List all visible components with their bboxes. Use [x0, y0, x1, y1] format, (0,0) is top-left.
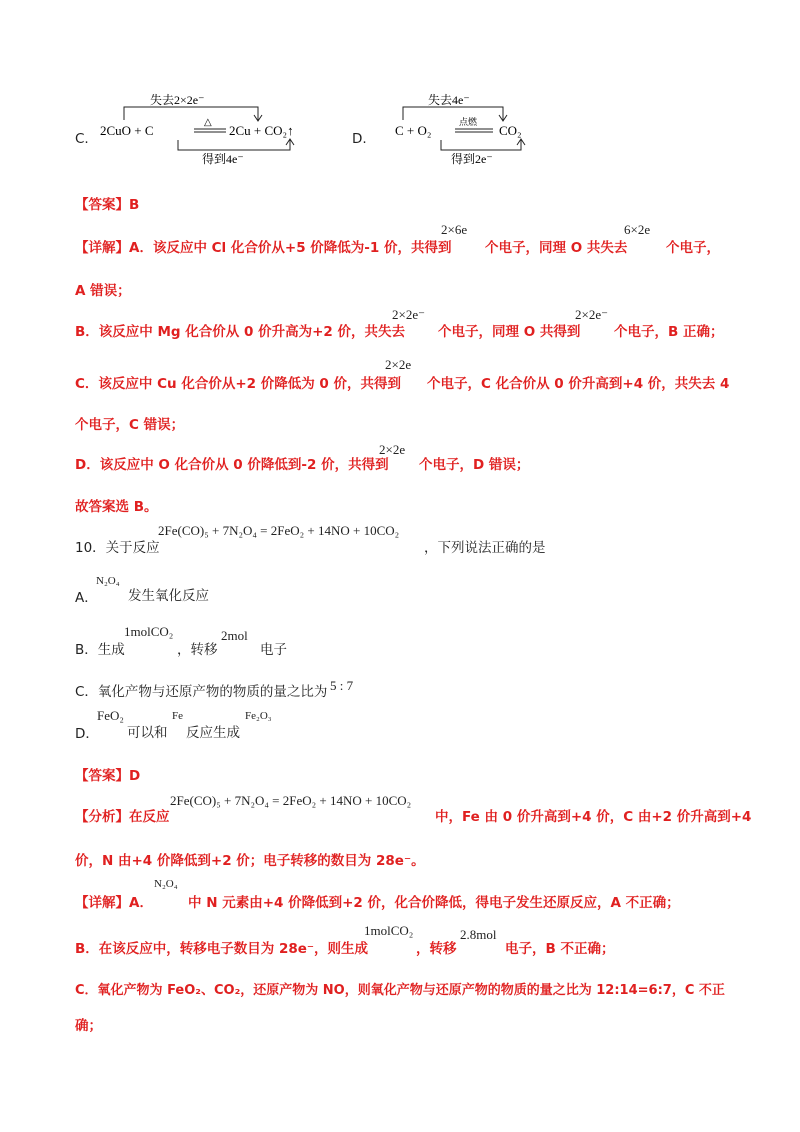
- q9-a2: A 错误；: [75, 283, 131, 299]
- q9-answer: [75, 193, 139, 213]
- q9-detail-a1-pre: A．该反应中 Cl 化合价从+5 价降低为-1 价，共得到: [129, 240, 452, 256]
- d-eq-left: C + O₂: [395, 123, 432, 138]
- d-bottom-arrow-label: 得到2e⁻: [451, 152, 493, 166]
- q9-a1-mid: 个电子，同理 O 共失去: [485, 240, 628, 256]
- q10-equation: 2Fe(CO)₅ + 7N₂O₄ = 2FeO₂ + 14NO + 10CO₂: [158, 523, 400, 538]
- option-d-equation-diagram: [393, 92, 553, 167]
- q10-analysis-equation: 2Fe(CO)₅ + 7N₂O₄ = 2FeO₂ + 14NO + 10CO₂: [170, 793, 412, 808]
- q10-option-b-formula1: 1molCO₂: [124, 624, 174, 639]
- q10-option-b-mid: ，转移: [177, 642, 218, 658]
- q9-a1-formula1: 2×6e: [441, 222, 468, 237]
- q10-option-d-mid: 可以和: [127, 725, 168, 741]
- q10-option-a-text: 发生氧化反应: [128, 588, 209, 604]
- c-top-arrow-label: 失去2×2e⁻: [150, 93, 205, 107]
- q9-d-pre: D．该反应中 O 化合价从 0 价降低到-2 价，共得到: [75, 457, 389, 473]
- q9-b-pre: B．该反应中 Mg 化合价从 0 价升高为+2 价，共失去: [75, 324, 405, 340]
- q10-option-b-text: 电子: [260, 642, 287, 658]
- q10-option-d-label: D．: [75, 726, 99, 742]
- q10-detail-c2: 确；: [75, 1018, 102, 1034]
- q9-a1-formula2: 6×2e: [624, 222, 651, 237]
- q10-option-c-formula: 5 : 7: [330, 678, 354, 693]
- q10-detail-a-formula: N₂O₄: [154, 878, 178, 890]
- q9-d-formula: 2×2e: [379, 442, 406, 457]
- q9-answer-tag: 【答案】: [75, 197, 129, 213]
- q9-d-post: 个电子，D 错误；: [419, 457, 530, 473]
- q10-detail-b-post: 电子，B 不正确；: [505, 941, 615, 957]
- q10-detail-tag: 【详解】: [75, 895, 129, 911]
- q10-analysis-line2: 价，N 由+4 价降低到+2 价；电子转移的数目为 28e⁻。: [75, 853, 425, 869]
- q9-c1-formula: 2×2e: [385, 357, 412, 372]
- q10-option-d-formula2: Fe: [172, 710, 183, 722]
- q10-detail-b-formula1: 1molCO₂: [364, 923, 414, 938]
- q10-option-d-formula3: Fe₂O₃: [245, 710, 272, 722]
- q9-b-post: 个电子，B 正确；: [614, 324, 724, 340]
- q10-analysis-pre: 在反应: [129, 809, 170, 825]
- q9-answer-value: B: [129, 197, 140, 213]
- d-eq-condition: 点燃: [459, 117, 478, 127]
- q10-detail-b-pre: B．在该反应中，转移电子数目为 28e⁻，则生成: [75, 941, 369, 957]
- q10-answer-value: D: [129, 768, 141, 784]
- q9-detail-tag: 【详解】: [75, 240, 129, 256]
- q10-analysis-post: 中，Fe 由 0 价升高到+4 价，C 由+2 价升高到+4: [435, 809, 752, 825]
- q10-stem-post: ，下列说法正确的是: [424, 540, 546, 556]
- q10-number: 10．关于反应: [75, 540, 160, 556]
- q10-analysis-tag: 【分析】: [75, 809, 129, 825]
- q10-analysis-line1: [75, 805, 170, 825]
- q9-detail-line-a1: [75, 236, 451, 256]
- q9-b-formula1: 2×2e⁻: [392, 307, 425, 322]
- q9-b-formula2: 2×2e⁻: [575, 307, 608, 322]
- option-d-label: D.: [352, 131, 367, 147]
- q9-a1-post: 个电子，: [666, 240, 720, 256]
- q9-b-mid: 个电子，同理 O 共得到: [438, 324, 581, 340]
- c-eq-right: 2Cu + CO₂↑: [229, 123, 294, 138]
- q9-c1-pre: C．该反应中 Cu 化合价从+2 价降低为 0 价，共得到: [75, 376, 402, 392]
- q10-option-b-label: B．生成: [75, 642, 125, 658]
- q10-option-a-label: A．: [75, 590, 98, 606]
- d-top-arrow-label: 失去4e⁻: [428, 93, 470, 107]
- option-c-label: C.: [75, 131, 89, 147]
- q10-answer-tag: 【答案】: [75, 768, 129, 784]
- q10-detail-line-a: [75, 891, 153, 911]
- q10-detail-a-post: 中 N 元素由+4 价降低到+2 价，化合价降低，得电子发生还原反应，A 不正确；: [188, 895, 680, 911]
- d-eq-right: CO₂: [499, 123, 522, 138]
- q10-option-d-text: 反应生成: [186, 725, 240, 741]
- q10-answer: [75, 764, 140, 784]
- q10-detail-b-formula2: 2.8mol: [460, 927, 497, 942]
- c-eq-left: 2CuO + C: [100, 123, 154, 138]
- q10-option-d-formula1: FeO₂: [97, 708, 124, 723]
- q9-c1-post: 个电子，C 化合价从 0 价升高到+4 价，共失去 4: [427, 376, 730, 392]
- q9-c2: 个电子，C 错误；: [75, 417, 185, 433]
- q10-option-a-formula: N₂O₄: [96, 575, 120, 587]
- q10-detail-a-pre: A．: [129, 895, 153, 911]
- q10-option-c-text: C．氧化产物与还原产物的物质的量之比为: [75, 684, 328, 700]
- c-bottom-arrow-label: 得到4e⁻: [202, 152, 244, 166]
- q10-detail-c1: C．氧化产物为 FeO₂、CO₂，还原产物为 NO，则氧化产物与还原产物的物质的量之比为 12:14=6:7，C 不正: [75, 983, 725, 998]
- q10-detail-b-mid: ，转移: [416, 941, 457, 957]
- q10-option-b-formula2: 2mol: [221, 628, 248, 643]
- option-c-equation-diagram: [98, 92, 338, 167]
- q9-conclusion: 故答案选 B。: [75, 499, 158, 515]
- c-eq-condition: △: [204, 117, 212, 128]
